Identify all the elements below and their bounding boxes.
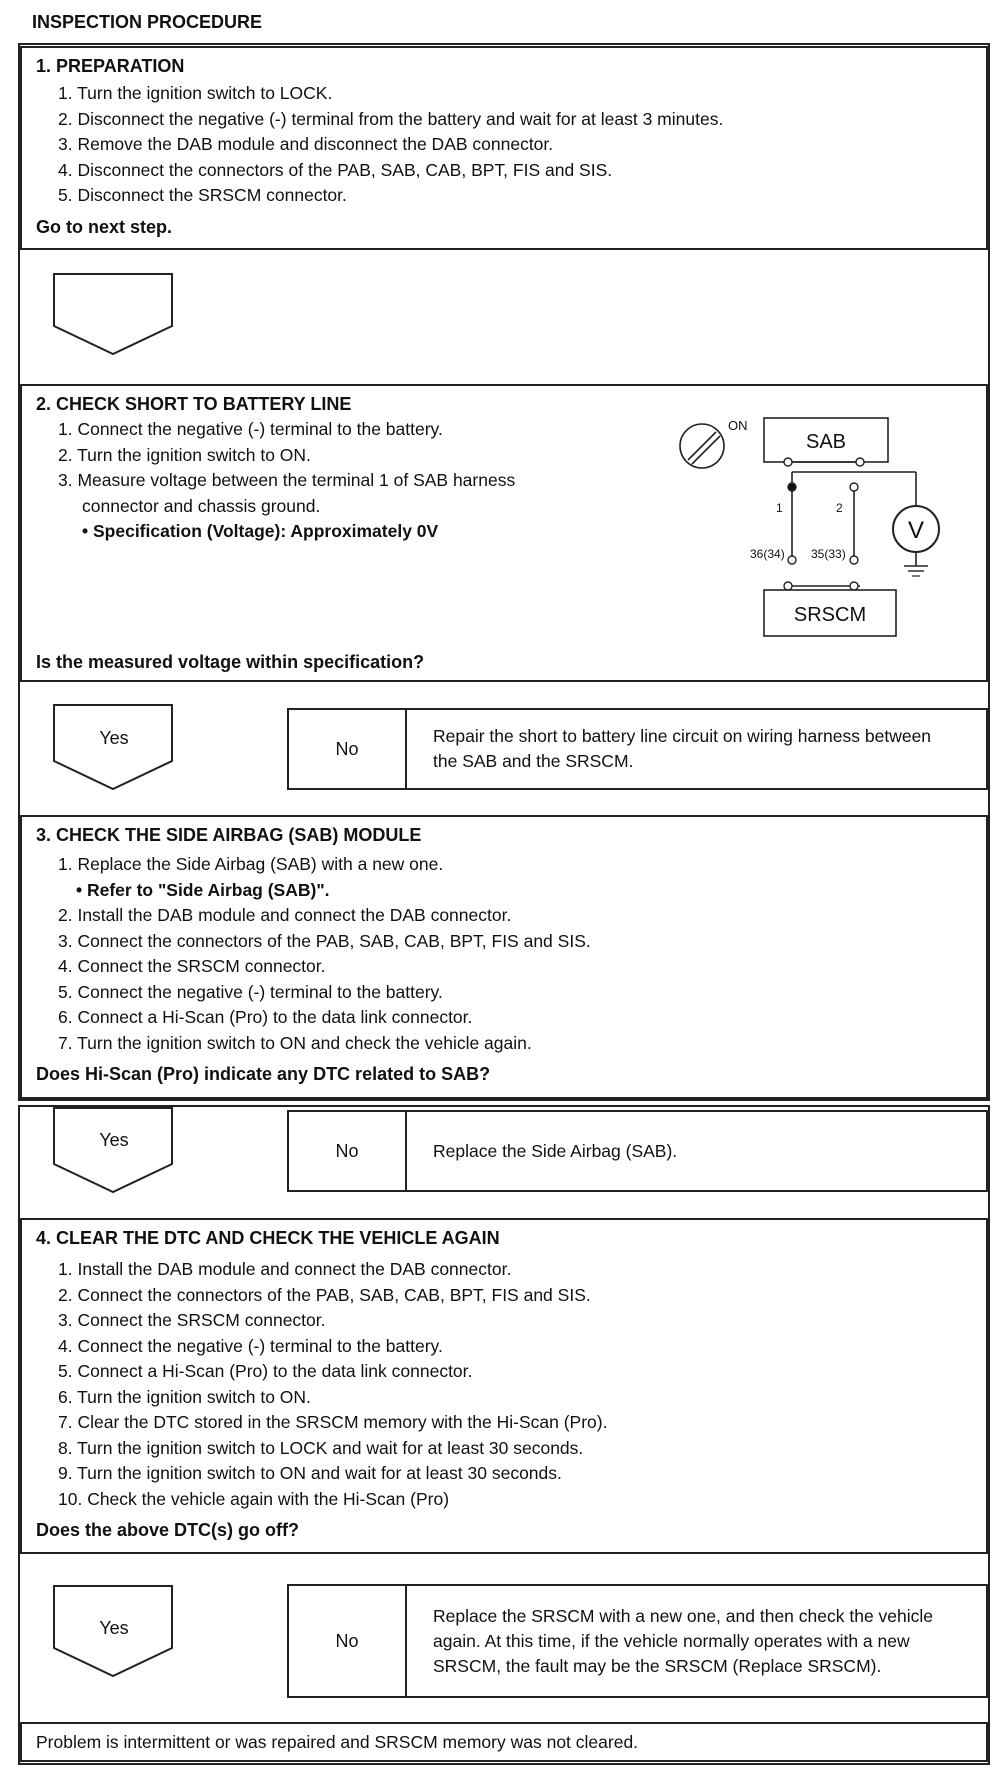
circuit-diagram	[656, 414, 976, 654]
step3-list	[36, 852, 972, 1056]
specification-note: • Specification (Voltage): Approximately 0V	[82, 521, 439, 541]
list-item: 4. Disconnect the connectors of the PAB, SAB, CAB, BPT, FIS and SIS.	[58, 159, 613, 180]
list-item: connector and chassis ground.	[82, 495, 321, 516]
no-result-box	[287, 1110, 988, 1192]
pin-left-label: 36(34)	[750, 547, 785, 561]
list-item: 4. Connect the negative (-) terminal to the battery.	[58, 1335, 443, 1356]
list-item: 3. Remove the DAB module and disconnect the DAB connector.	[58, 134, 554, 154]
step1-box	[20, 46, 988, 250]
list-item: 3. Measure voltage between the terminal 1 of SAB harness	[58, 470, 516, 490]
list-item: 6. Connect a Hi-Scan (Pro) to the data link connector.	[58, 1007, 473, 1027]
yes-label: Yes	[99, 1130, 129, 1150]
pin-right-label: 35(33)	[811, 547, 846, 561]
pin2-label: 2	[836, 501, 843, 515]
step3-question: Does Hi-Scan (Pro) indicate any DTC related to SAB?	[36, 1064, 491, 1084]
list-item: 2. Disconnect the negative (-) terminal from the battery and wait for at least 3 minutes.	[58, 108, 724, 129]
step1-heading: 1. PREPARATION	[36, 56, 185, 76]
srscm-label: SRSCM	[793, 604, 867, 626]
list-item: 1. Install the DAB module and connect the DAB connector.	[58, 1259, 512, 1279]
list-item: 10. Check the vehicle again with the Hi-Scan (Pro)	[58, 1488, 450, 1509]
list-item: 7. Turn the ignition switch to ON and check the vehicle again.	[58, 1032, 532, 1053]
step4-question: Does the above DTC(s) go off?	[36, 1520, 300, 1540]
no-label: No	[289, 1586, 407, 1696]
list-item: 2. Turn the ignition switch to ON.	[58, 444, 311, 465]
list-item: 1. Turn the ignition switch to LOCK.	[58, 83, 333, 103]
final-note: Problem is intermittent or was repaired and SRSCM memory was not cleared.	[20, 1722, 988, 1762]
step2-question: Is the measured voltage within specification?	[36, 652, 425, 672]
no-result-text: Repair the short to battery line circuit on wiring harness between the SAB and the SRSCM.	[433, 726, 932, 771]
yes-label: Yes	[99, 728, 129, 748]
voltmeter-label: V	[907, 517, 925, 544]
list-item: 3. Connect the SRSCM connector.	[58, 1310, 326, 1330]
step3-box	[20, 815, 988, 1099]
sab-label: SAB	[805, 431, 847, 453]
next-step-arrow	[52, 272, 176, 358]
step4-heading: 4. CLEAR THE DTC AND CHECK THE VEHICLE AGAIN	[36, 1228, 500, 1248]
no-result-text: Replace the SRSCM with a new one, and then check the vehicle again. At this time, if the vehicle normally operates with a new SRSCM, the fault may be the SRSCM (Replace SRSCM).	[433, 1605, 934, 1676]
yes-arrow	[52, 1106, 176, 1196]
list-item: 3. Connect the connectors of the PAB, SAB, CAB, BPT, FIS and SIS.	[58, 930, 591, 951]
ignition-switch-icon	[680, 424, 724, 468]
pin1-label: 1	[776, 501, 783, 515]
list-item: 2. Install the DAB module and connect the DAB connector.	[58, 905, 512, 925]
list-item: 9. Turn the ignition switch to ON and wait for at least 30 seconds.	[58, 1463, 562, 1483]
list-item: 6. Turn the ignition switch to ON.	[58, 1386, 311, 1407]
step2-box	[20, 384, 988, 682]
step1-list	[36, 81, 972, 209]
list-item: 4. Connect the SRSCM connector.	[58, 956, 326, 976]
list-item: 1. Connect the negative (-) terminal to the battery.	[58, 419, 443, 439]
page-title: INSPECTION PROCEDURE	[32, 12, 263, 32]
yes-label: Yes	[99, 1618, 129, 1638]
list-item: 5. Connect the negative (-) terminal to the battery.	[58, 981, 443, 1002]
no-label: No	[289, 1112, 407, 1190]
list-item: 5. Connect a Hi-Scan (Pro) to the data link connector.	[58, 1361, 473, 1381]
no-result-box	[287, 708, 988, 790]
no-result-text: Replace the Side Airbag (SAB).	[433, 1140, 678, 1161]
reference-note: • Refer to "Side Airbag (SAB)".	[76, 879, 330, 900]
step4-list	[36, 1257, 972, 1512]
on-label: ON	[728, 418, 748, 433]
step1-footer: Go to next step.	[36, 216, 173, 237]
list-item: 7. Clear the DTC stored in the SRSCM memory with the Hi-Scan (Pro).	[58, 1412, 608, 1432]
list-item: 2. Connect the connectors of the PAB, SAB, CAB, BPT, FIS and SIS.	[58, 1284, 591, 1305]
step2-heading: 2. CHECK SHORT TO BATTERY LINE	[36, 394, 352, 414]
step4-box	[20, 1218, 988, 1554]
no-result-box	[287, 1584, 988, 1698]
list-item: 8. Turn the ignition switch to LOCK and wait for at least 30 seconds.	[58, 1437, 584, 1458]
no-label: No	[289, 710, 407, 788]
step3-heading: 3. CHECK THE SIDE AIRBAG (SAB) MODULE	[36, 825, 422, 845]
list-item: 1. Replace the Side Airbag (SAB) with a new one.	[58, 854, 444, 874]
list-item: 5. Disconnect the SRSCM connector.	[58, 185, 347, 205]
